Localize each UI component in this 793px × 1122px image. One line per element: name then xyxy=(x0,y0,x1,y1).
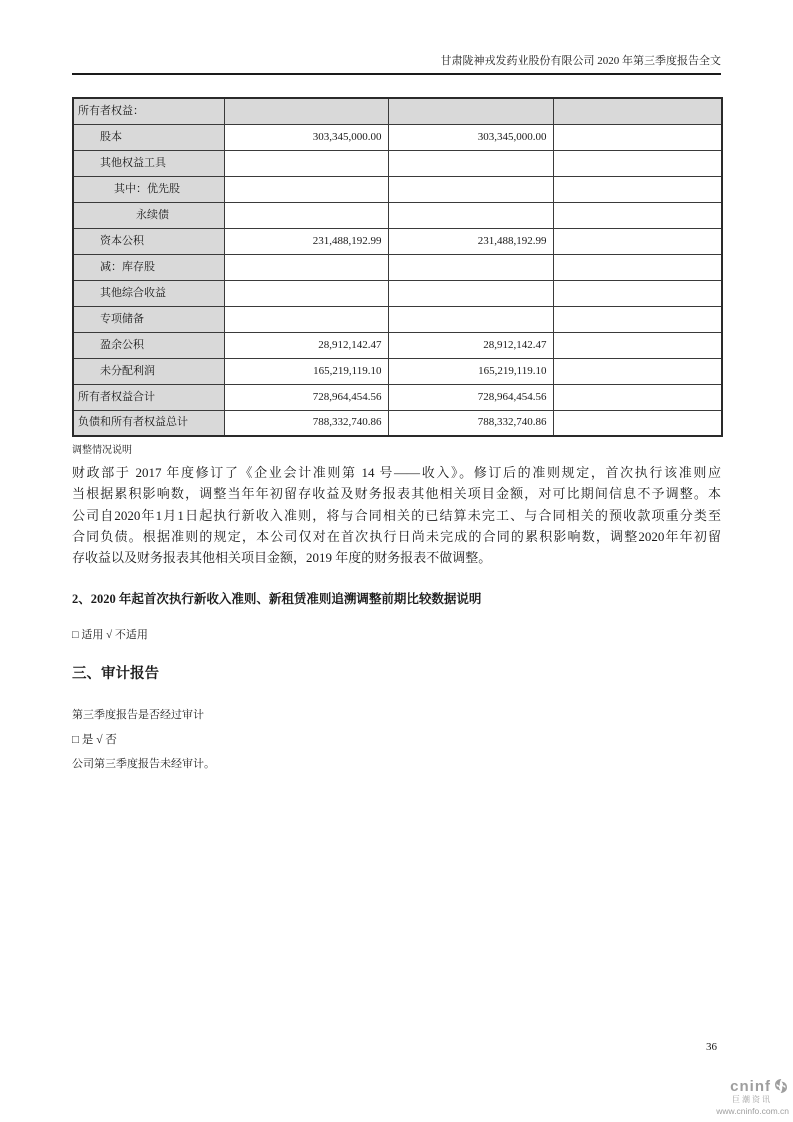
value-cell xyxy=(553,202,722,228)
value-cell: 165,219,119.10 xyxy=(224,358,388,384)
value-cell: 165,219,119.10 xyxy=(388,358,553,384)
value-cell xyxy=(388,306,553,332)
value-cell xyxy=(553,150,722,176)
table-row xyxy=(73,176,722,202)
value-cell xyxy=(224,254,388,280)
header-title: 甘肃陇神戎发药业股份有限公司 2020 年第三季度报告全文 xyxy=(440,55,721,67)
value-cell xyxy=(553,254,722,280)
row-label: 资本公积 xyxy=(73,228,224,254)
value-cell xyxy=(553,124,722,150)
paragraph-line: 合同负债。根据准则的规定，本公司仅对在首次执行日尚未完成的合同的累积影响数，调整2020年年初留 xyxy=(72,528,721,544)
row-label: 所有者权益： xyxy=(73,98,224,124)
value-cell: 231,488,192.99 xyxy=(388,228,553,254)
value-cell: 728,964,454.56 xyxy=(224,384,388,410)
row-label: 其他综合收益 xyxy=(73,280,224,306)
paragraph-line: 存收益以及财务报表其他相关项目金额，2019 年度的财务报表不做调整。 xyxy=(72,550,492,566)
table-row xyxy=(73,280,722,306)
equity-table xyxy=(72,97,723,437)
value-cell xyxy=(388,254,553,280)
value-cell xyxy=(224,306,388,332)
value-cell xyxy=(553,384,722,410)
page-header xyxy=(72,0,721,75)
paragraph-line: 公司自2020年1月1日起执行新收入准则，将与合同相关的已结算未完工、与合同相关的预收款项重分类至 xyxy=(72,507,721,523)
paragraph-line: 当根据累积影响数，调整当年年初留存收益及财务报表其他相关项目金额，对可比期间信息不予调整。本 xyxy=(72,486,721,502)
value-cell xyxy=(388,176,553,202)
row-label: 减：库存股 xyxy=(73,254,224,280)
applicability-line: □ 适用 √ 不适用 xyxy=(72,629,148,642)
section2-heading: 2、2020 年起首次执行新收入准则、新租赁准则追溯调整前期比较数据说明 xyxy=(72,592,482,607)
value-cell xyxy=(388,280,553,306)
value-cell xyxy=(553,98,722,124)
section3-heading: 三、审计报告 xyxy=(72,666,159,683)
logo-url: www.cninfo.com.cn xyxy=(716,1106,789,1116)
row-label: 其他权益工具 xyxy=(73,150,224,176)
value-cell xyxy=(553,280,722,306)
value-cell xyxy=(224,150,388,176)
row-label: 所有者权益合计 xyxy=(73,384,224,410)
value-cell: 728,964,454.56 xyxy=(388,384,553,410)
value-cell xyxy=(553,332,722,358)
table-row xyxy=(73,306,722,332)
value-cell xyxy=(553,228,722,254)
value-cell xyxy=(224,98,388,124)
value-cell: 303,345,000.00 xyxy=(224,124,388,150)
logo-brand-text: cninf xyxy=(730,1077,771,1095)
table-row xyxy=(73,150,722,176)
value-cell: 303,345,000.00 xyxy=(388,124,553,150)
table-row xyxy=(73,410,722,436)
table-row xyxy=(73,98,722,124)
table-row xyxy=(73,384,722,410)
value-cell xyxy=(553,358,722,384)
row-label: 其中：优先股 xyxy=(73,176,224,202)
row-label: 未分配利润 xyxy=(73,358,224,384)
value-cell xyxy=(224,176,388,202)
row-label: 专项储备 xyxy=(73,306,224,332)
table-row xyxy=(73,358,722,384)
table-row xyxy=(73,124,722,150)
value-cell: 231,488,192.99 xyxy=(224,228,388,254)
table-row xyxy=(73,228,722,254)
audit-question: 第三季度报告是否经过审计 xyxy=(72,709,204,722)
page-number: 36 xyxy=(706,1041,717,1053)
value-cell xyxy=(388,98,553,124)
table-row xyxy=(73,254,722,280)
value-cell: 28,912,142.47 xyxy=(388,332,553,358)
value-cell: 28,912,142.47 xyxy=(224,332,388,358)
row-label: 负债和所有者权益总计 xyxy=(73,410,224,436)
logo-brand-row xyxy=(697,1078,789,1094)
value-cell xyxy=(224,280,388,306)
value-cell xyxy=(553,410,722,436)
table-row xyxy=(73,332,722,358)
value-cell: 788,332,740.86 xyxy=(388,410,553,436)
adjustment-paragraph xyxy=(72,462,721,568)
adjustment-caption: 调整情况说明 xyxy=(72,445,132,456)
equity-table-body xyxy=(73,98,722,436)
audit-answer: □ 是 √ 否 xyxy=(72,734,117,747)
row-label: 永续债 xyxy=(73,202,224,228)
value-cell xyxy=(224,202,388,228)
paragraph-line: 财政部于 2017 年度修订了《企业会计准则第 14 号——收入》。修订后的准则规定，首次执行该准则应 xyxy=(72,465,721,480)
value-cell xyxy=(388,202,553,228)
row-label: 股本 xyxy=(73,124,224,150)
cninfo-logo xyxy=(697,1078,789,1117)
row-label: 盈余公积 xyxy=(73,332,224,358)
value-cell xyxy=(553,306,722,332)
table-row xyxy=(73,202,722,228)
value-cell xyxy=(388,150,553,176)
value-cell: 788,332,740.86 xyxy=(224,410,388,436)
value-cell xyxy=(553,176,722,202)
logo-cn-name: 巨潮资讯 xyxy=(732,1095,772,1104)
audit-note: 公司第三季度报告未经审计。 xyxy=(72,758,215,771)
cninfo-swirl-icon xyxy=(773,1078,789,1094)
